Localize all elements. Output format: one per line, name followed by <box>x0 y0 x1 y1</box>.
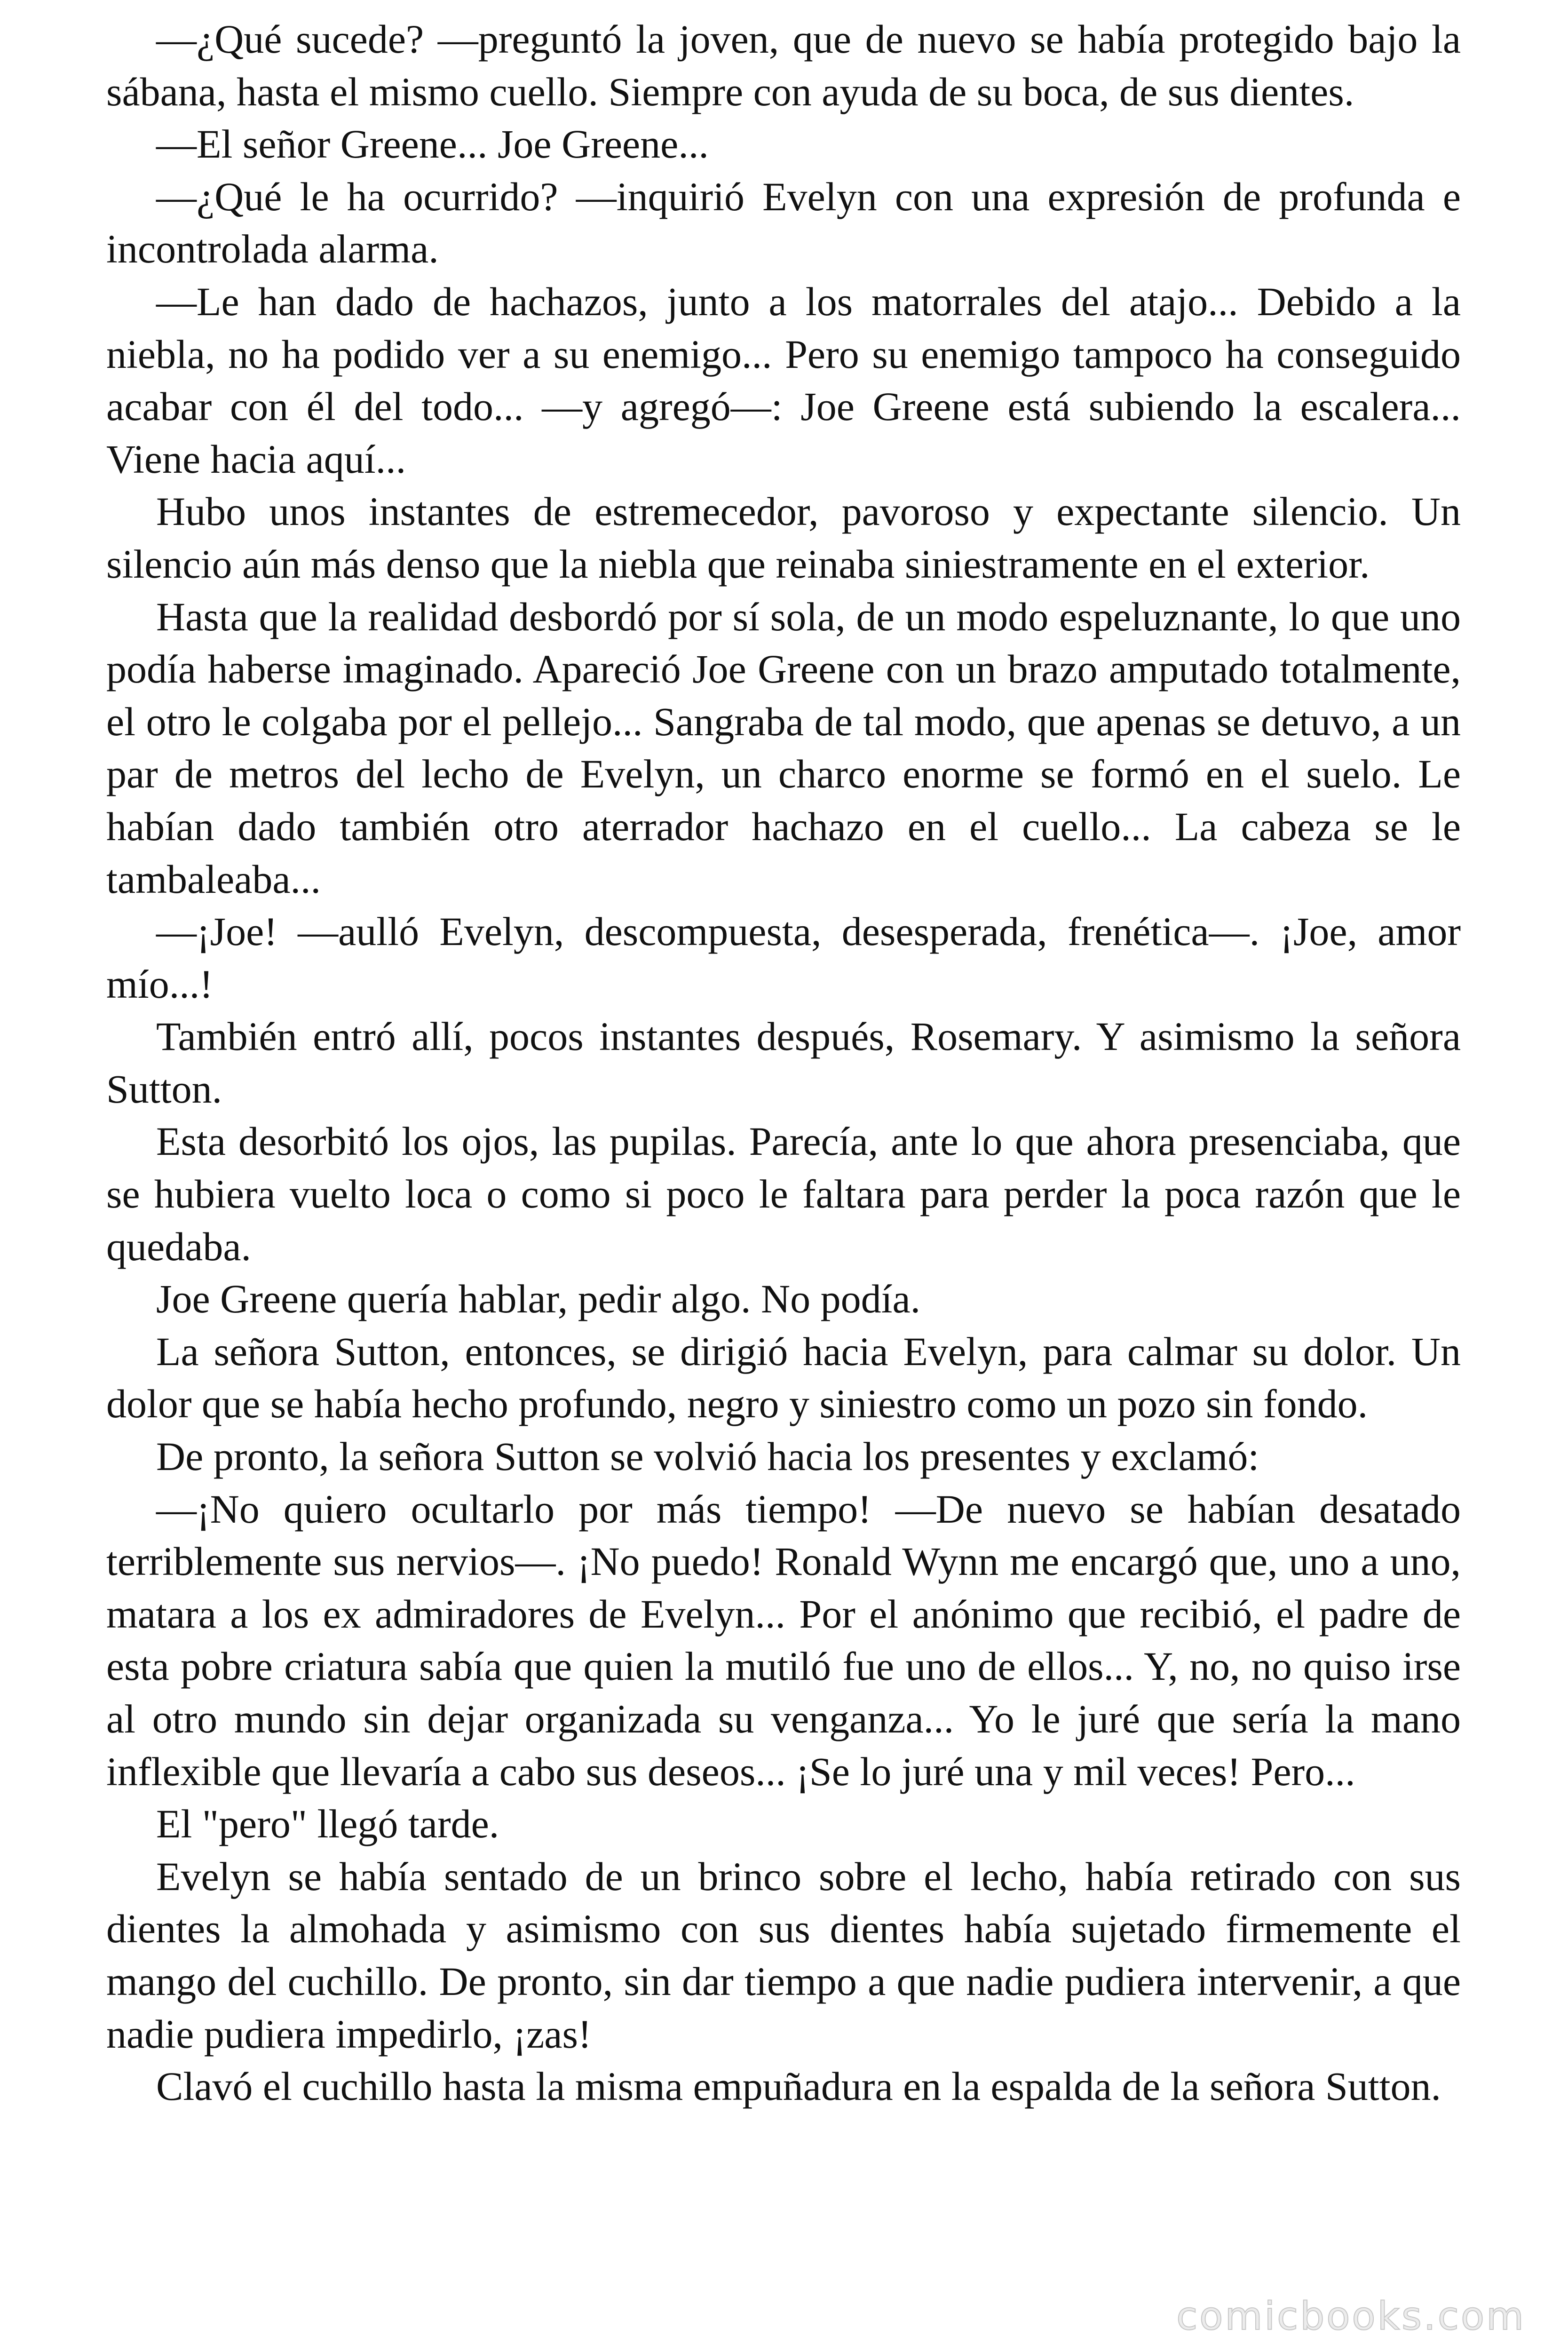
paragraph: —¡No quiero ocultarlo por más tiempo! —De nuevo se habían desatado terriblemente sus nervios—. ¡No puedo! Ronald Wynn me encargó que, uno a uno, matara a los ex admiradores de Evelyn... Por el anónimo que recibió, el padre de esta pobre criatura sabía que quien la mutiló fue uno de ellos... Y, no, no quiso irse al otro mundo sin dejar organizada su venganza... Yo le juré que sería la mano inflexible que llevaría a cabo sus deseos... ¡Se lo juré una y mil veces! Pero... <box>106 1486 1461 1794</box>
paragraph: Joe Greene quería hablar, pedir algo. No podía. <box>156 1276 921 1322</box>
paragraph: Hasta que la realidad desbordó por sí sola, de un modo espeluznante, lo que uno podía haberse imaginado. Apareció Joe Greene con un brazo amputado totalmente, el otro le colgaba por el pellejo... Sangraba de tal modo, que apenas se detuvo, a un par de metros del lecho de Evelyn, un charco enorme se formó en el suelo. Le habían dado también otro aterrador hachazo en el cuello... La cabeza se le tambaleaba... <box>106 594 1461 902</box>
watermark: comicbooks.com <box>1176 2294 1526 2339</box>
paragraph: El "pero" llegó tarde. <box>156 1801 499 1847</box>
paragraph: Clavó el cuchillo hasta la misma empuñadura en la espalda de la señora Sutton. <box>156 2064 1441 2109</box>
paragraph: Hubo unos instantes de estremecedor, pavoroso y expectante silencio. Un silencio aún más denso que la niebla que reinaba siniestramente en el exterior. <box>106 489 1461 587</box>
paragraph: —El señor Greene... Joe Greene... <box>156 121 709 167</box>
paragraph: —Le han dado de hachazos, junto a los matorrales del atajo... Debido a la niebla, no ha podido ver a su enemigo... Pero su enemigo tampoco ha conseguido acabar con él del todo... —y agregó—: Joe Greene está subiendo la escalera... Viene hacia aquí... <box>106 278 1461 482</box>
paragraph: La señora Sutton, entonces, se dirigió hacia Evelyn, para calmar su dolor. Un dolor que se había hecho profundo, negro y siniestro como un pozo sin fondo. <box>106 1328 1461 1427</box>
paragraph: —¡Joe! —aulló Evelyn, descompuesta, desesperada, frenética—. ¡Joe, amor mío...! <box>106 909 1461 1007</box>
paragraph: Evelyn se había sentado de un brinco sobre el lecho, había retirado con sus dientes la almohada y asimismo con sus dientes había sujetado firmemente el mango del cuchillo. De pronto, sin dar tiempo a que nadie pudiera intervenir, a que nadie pudiera impedirlo, ¡zas! <box>106 1853 1461 2057</box>
page-text <box>106 13 1461 2113</box>
paragraph: De pronto, la señora Sutton se volvió hacia los presentes y exclamó: <box>156 1434 1259 1479</box>
paragraph: —¿Qué sucede? —preguntó la joven, que de nuevo se había protegido bajo la sábana, hasta el mismo cuello. Siempre con ayuda de su boca, de sus dientes. <box>106 16 1461 114</box>
paragraph: Esta desorbitó los ojos, las pupilas. Parecía, ante lo que ahora presenciaba, que se hubiera vuelto loca o como si poco le faltara para perder la poca razón que le quedaba. <box>106 1119 1461 1269</box>
paragraph: También entró allí, pocos instantes después, Rosemary. Y asimismo la señora Sutton. <box>106 1014 1461 1112</box>
paragraph: —¿Qué le ha ocurrido? —inquirió Evelyn con una expresión de profunda e incontrolada alarma. <box>106 174 1461 272</box>
